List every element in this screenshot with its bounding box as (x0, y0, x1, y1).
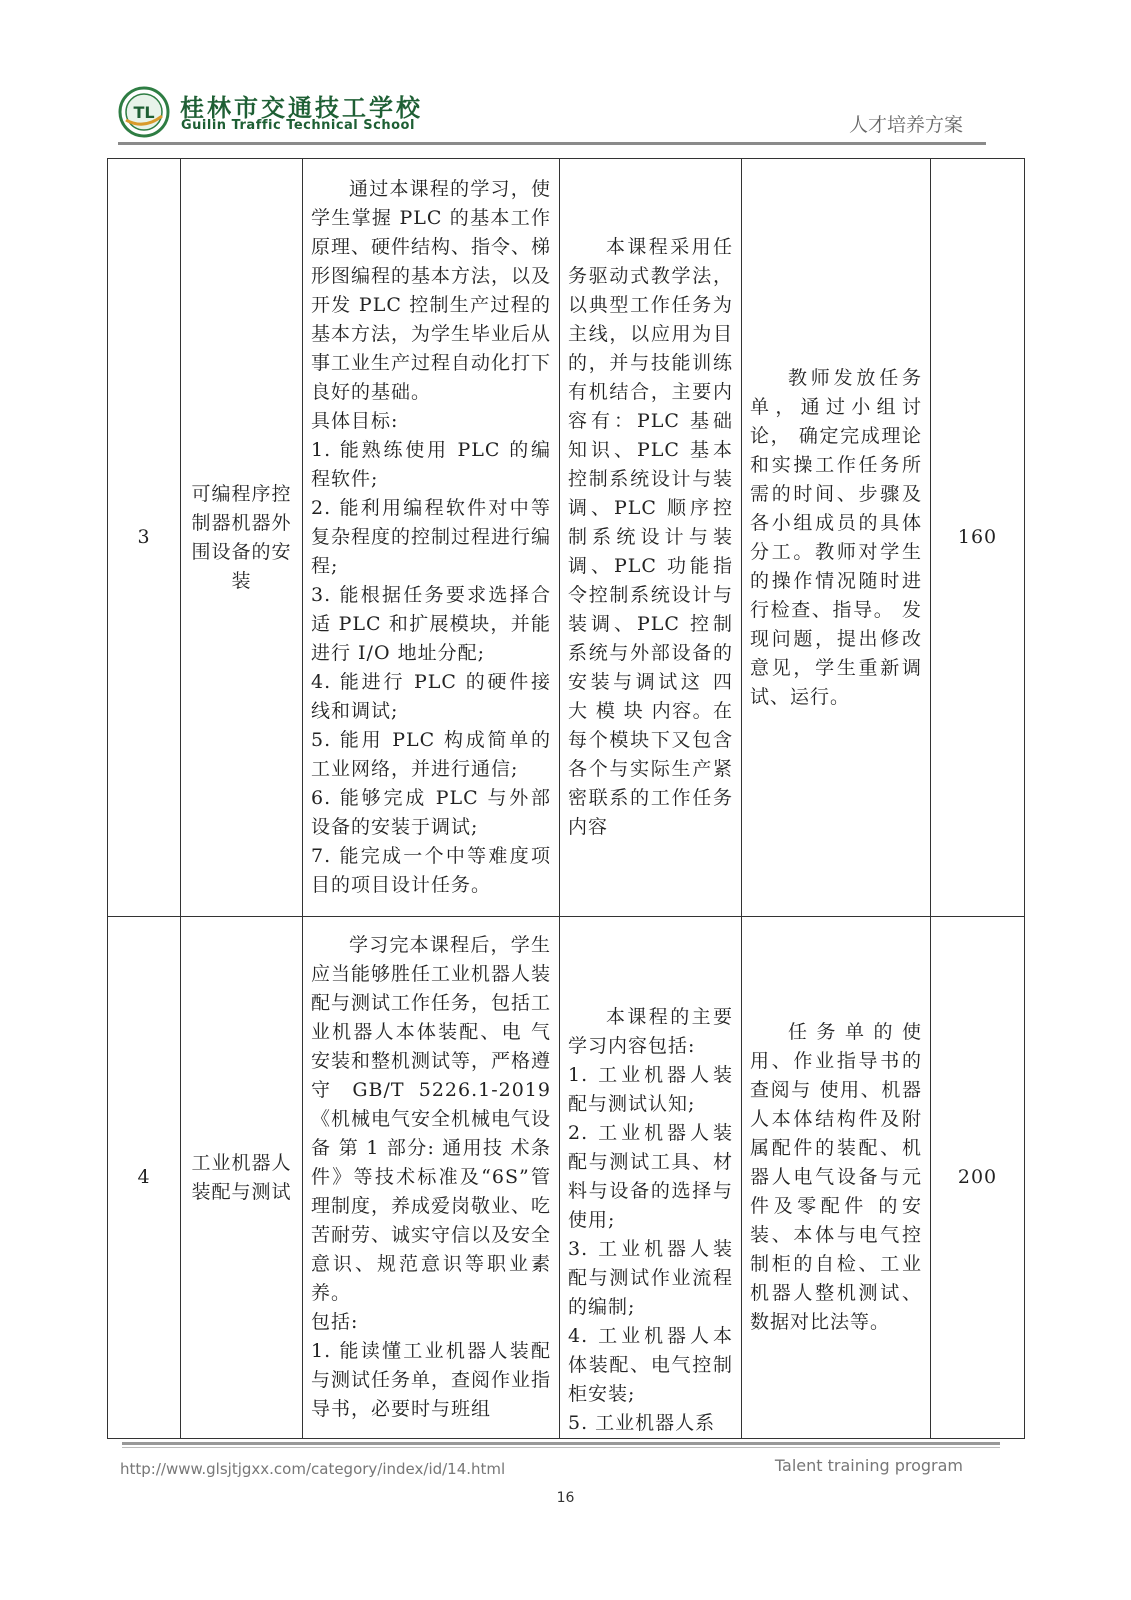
objectives-text: 通过本课程的学习，使学生掌握 PLC 的基本工作原理、硬件结构、指令、梯 形图编程的基本方法，以及开发 PLC 控制生产过程的基本方法，为学生毕业后从 事工业生产过程自动化打下良好的基础。 具体目标: 1. 能熟练使用 PLC 的编程软件; 2. 能利用编程软件对中等复杂程度的控制过程进行编程; 3. 能根据任务要求选择合适 PLC 和扩展模块，并能进行 I/O 地址分配; 4. 能进行 PLC 的硬件接线和调试; 5. 能用 PLC 构成简单的工业网络，并进行通信; 6. 能够完成 PLC 与外部设备的安装于调试; 7. 能完成一个中等难度项目的项目设计任务。 (311, 178, 552, 896)
course-hours: 200 (931, 917, 1025, 1439)
content-text: 本课程的主要学习内容包括: 1. 工业机器人装配与测试认知; 2. 工业机器人装配与测试工具、材料与设备的选择与使用; 3. 工业机器人装配与测试作业流程的编制; 4. 工业机器人本体装配、电气控制柜安装; 5. 工业机器人系 (568, 1006, 733, 1434)
table-row (108, 917, 1025, 1439)
page-header (0, 0, 1131, 150)
school-name-cn: 桂林市交通技工学校 (180, 93, 423, 122)
course-content (560, 917, 742, 1439)
table-row (108, 159, 1025, 917)
course-number: 4 (108, 917, 181, 1439)
footer-program-title: Talent training program (774, 1456, 963, 1475)
document-title: 人才培养方案 (848, 114, 963, 136)
header-divider (118, 142, 986, 145)
course-content (560, 159, 742, 917)
footer-url-link[interactable]: http://www.glsjtjgxx.com/category/index/id/14.html (120, 1460, 506, 1478)
course-objectives (303, 159, 560, 917)
page-number: 16 (556, 1490, 575, 1506)
course-table (107, 158, 1025, 1439)
school-logo-icon (118, 86, 170, 138)
teaching-method (742, 917, 931, 1439)
footer-divider-thin (122, 1447, 1000, 1448)
method-text: 教师发放任务单，通过小组讨论， 确定完成理论和实操工作任务所需的时间、步骤及各小组成员的具体分工。教师对学生的操作情况随时进行检查、指导。 发现问题，提出修改意见，学生重新调试、运行。 (750, 366, 922, 708)
course-name: 可编程序控制器机器外围设备的安装 (181, 159, 303, 917)
course-number: 3 (108, 159, 181, 917)
footer-divider (122, 1442, 1000, 1445)
school-name-en: Guilin Traffic Technical School (181, 118, 415, 133)
course-name: 工业机器人装配与测试 (181, 917, 303, 1439)
course-hours: 160 (931, 159, 1025, 917)
objectives-text: 学习完本课程后，学生应当能够胜任工业机器人装配与测试工作任务，包括工业机器人本体装配、电 气安装和整机测试等，严格遵守 GB/T 5226.1-2019《机械电气安全机械电气设备 第 1 部分: 通用技 术条件》等技术标准及“6S”管理制度，养成爱岗敬业、吃苦耐劳、诚实守信以及安全意识、规范意识等职业素养。 包括: 1. 能读懂工业机器人装配与测试任务单，查阅作业指导书，必要时与班组 (311, 934, 552, 1420)
course-objectives (303, 917, 560, 1439)
logo-letters: TL (133, 103, 155, 122)
teaching-method (742, 159, 931, 917)
method-text: 任务单的使用、作业指导书的查阅与 使用、机器人本体结构件及附属配件的装配、机器人电气设备与元件及零配件 的安装、本体与电气控制柜的自检、工业机器人整机测试、数据对比法等。 (750, 1021, 922, 1333)
content-text: 本课程采用任务驱动式教学法，以典型工作任务为主线，以应用为目的，并与技能训练有机结合，主要内容有：PLC 基础知识、PLC 基本控制系统设计与装调、PLC 顺序控制系统设计与装调、PLC 功能指令控制系统设计与装调、PLC 控制系统与外部设备的安装与调试这 四 大 模 块 内容。在每个模块下又包含各个与实际生产紧密联系的工作任务内容 (568, 236, 741, 838)
